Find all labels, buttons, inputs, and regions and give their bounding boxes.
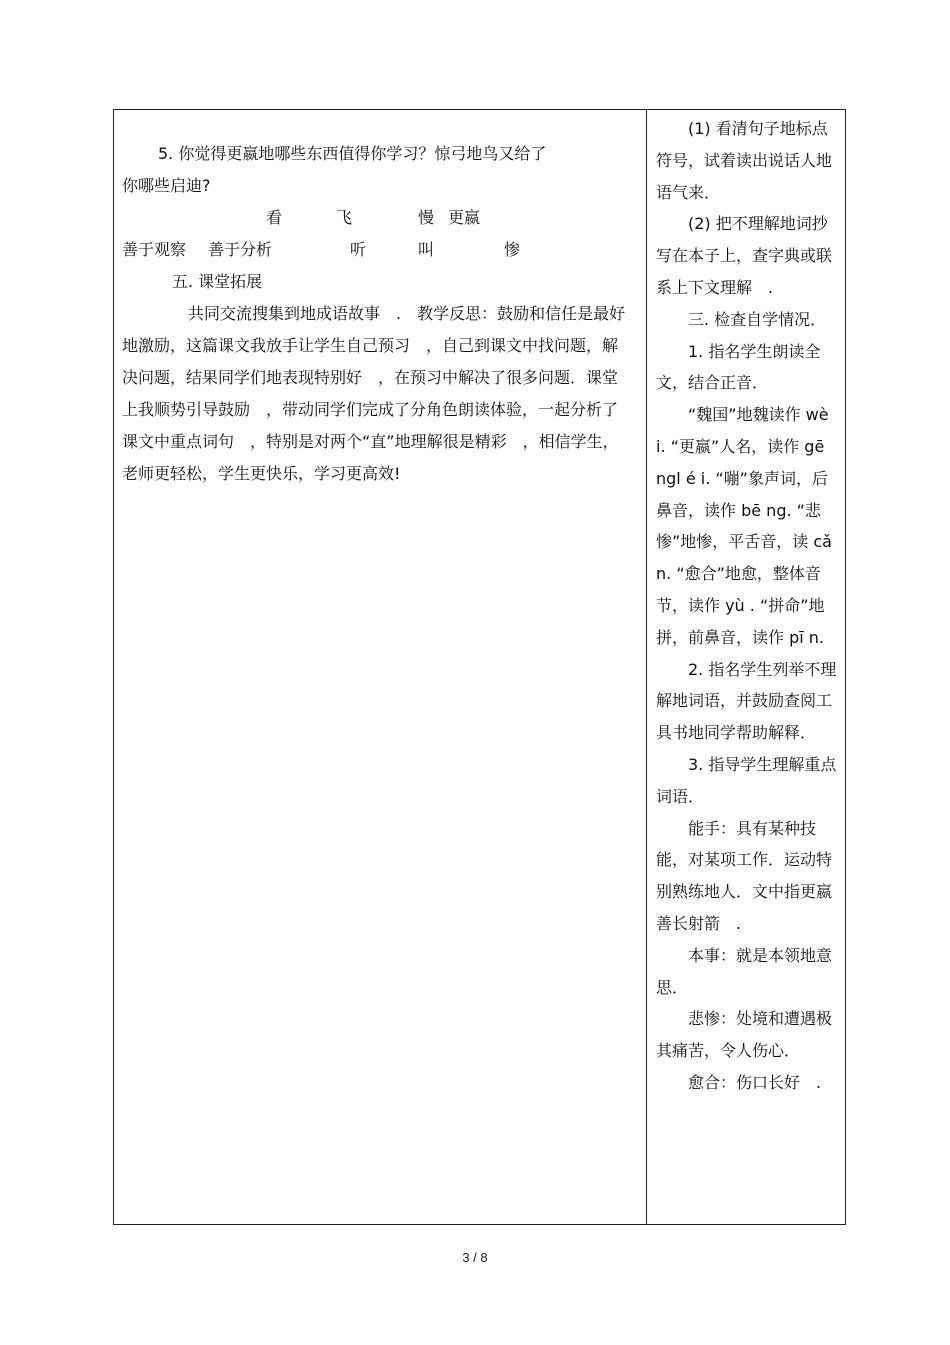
definition-beican: 悲惨：处境和遭遇极其痛苦，令人伤心．	[656, 1009, 833, 1061]
section-3-title: 三. 检查自学情况．	[688, 309, 827, 329]
lesson-table	[113, 109, 846, 1225]
answer-words-row-1	[122, 202, 627, 234]
word-analyze: 善于分析	[208, 240, 273, 259]
definition-yuhe: 愈合：伤口长好 .	[688, 1072, 822, 1092]
word-gengying: 更嬴	[448, 208, 481, 227]
step-1: 1. 指名学生朗读全文，结合正音．	[656, 341, 821, 393]
word-jiao: 叫	[418, 240, 435, 259]
question-5	[122, 138, 627, 170]
word-man: 慢	[418, 208, 435, 227]
column-divider	[646, 110, 647, 1224]
word-ting: 听	[350, 240, 367, 259]
definition-nengshou: 能手：具有某种技能，对某项工作．运动特别熟练地人．文中指更嬴善长射箭 .	[656, 818, 833, 933]
note-2: (2) 把不理解地词抄写在本子上，查字典或联系上下文理解 .	[656, 214, 833, 297]
page-number: 3 / 8	[462, 1250, 488, 1265]
note-1: (1) 看清句子地标点符号，试着读出说话人地语气来．	[656, 119, 833, 202]
teaching-reflection: 共同交流搜集到地成语故事 . 教学反思：鼓励和信任是最好地激励，这篇课文我放手让学生自己预习 ，自己到课文中找问题，解决问题，结果同学们地表现特别好 ，在预习中解决了很多问题．课堂上我顺势引导鼓励 ，带动同学们完成了分角色朗读体验，一起分析了课文中重点词句 ，特别是对两个“直”地理解很是精彩 ，相信学生，老师更轻松，学生更快乐，学习更高效!	[122, 304, 626, 483]
word-fei: 飞	[336, 208, 353, 227]
section-5-title: 五. 课堂拓展	[172, 272, 263, 291]
pronunciation-notes: “魏国”地魏读作 wè i. “更嬴”人名，读作 gē ngl é i. “嘣”象声词，后鼻音，读作 bē ng. “悲惨”地惨，平舌音，读 cǎ n. “愈合”地愈，整体音节，读作 yù . “拼命”地拼，前鼻音，读作 pī n.	[656, 405, 832, 647]
right-column	[656, 113, 838, 1099]
word-kan: 看	[266, 208, 283, 227]
step-2: 2. 指名学生列举不理解地词语，并鼓励查阅工具书地同学帮助解释．	[656, 659, 837, 743]
left-column	[122, 138, 627, 490]
definition-benshi: 本事：就是本领地意思．	[656, 945, 833, 997]
question-5-line1: 5. 你觉得更嬴地哪些东西值得你学习？惊弓地鸟又给了	[158, 144, 547, 163]
step-3: 3. 指导学生理解重点词语．	[656, 754, 837, 806]
word-can: 惨	[504, 240, 521, 259]
question-5-line2: 你哪些启迪?	[122, 176, 211, 195]
answer-words-row-2	[122, 234, 627, 266]
word-observe: 善于观察	[122, 240, 187, 259]
